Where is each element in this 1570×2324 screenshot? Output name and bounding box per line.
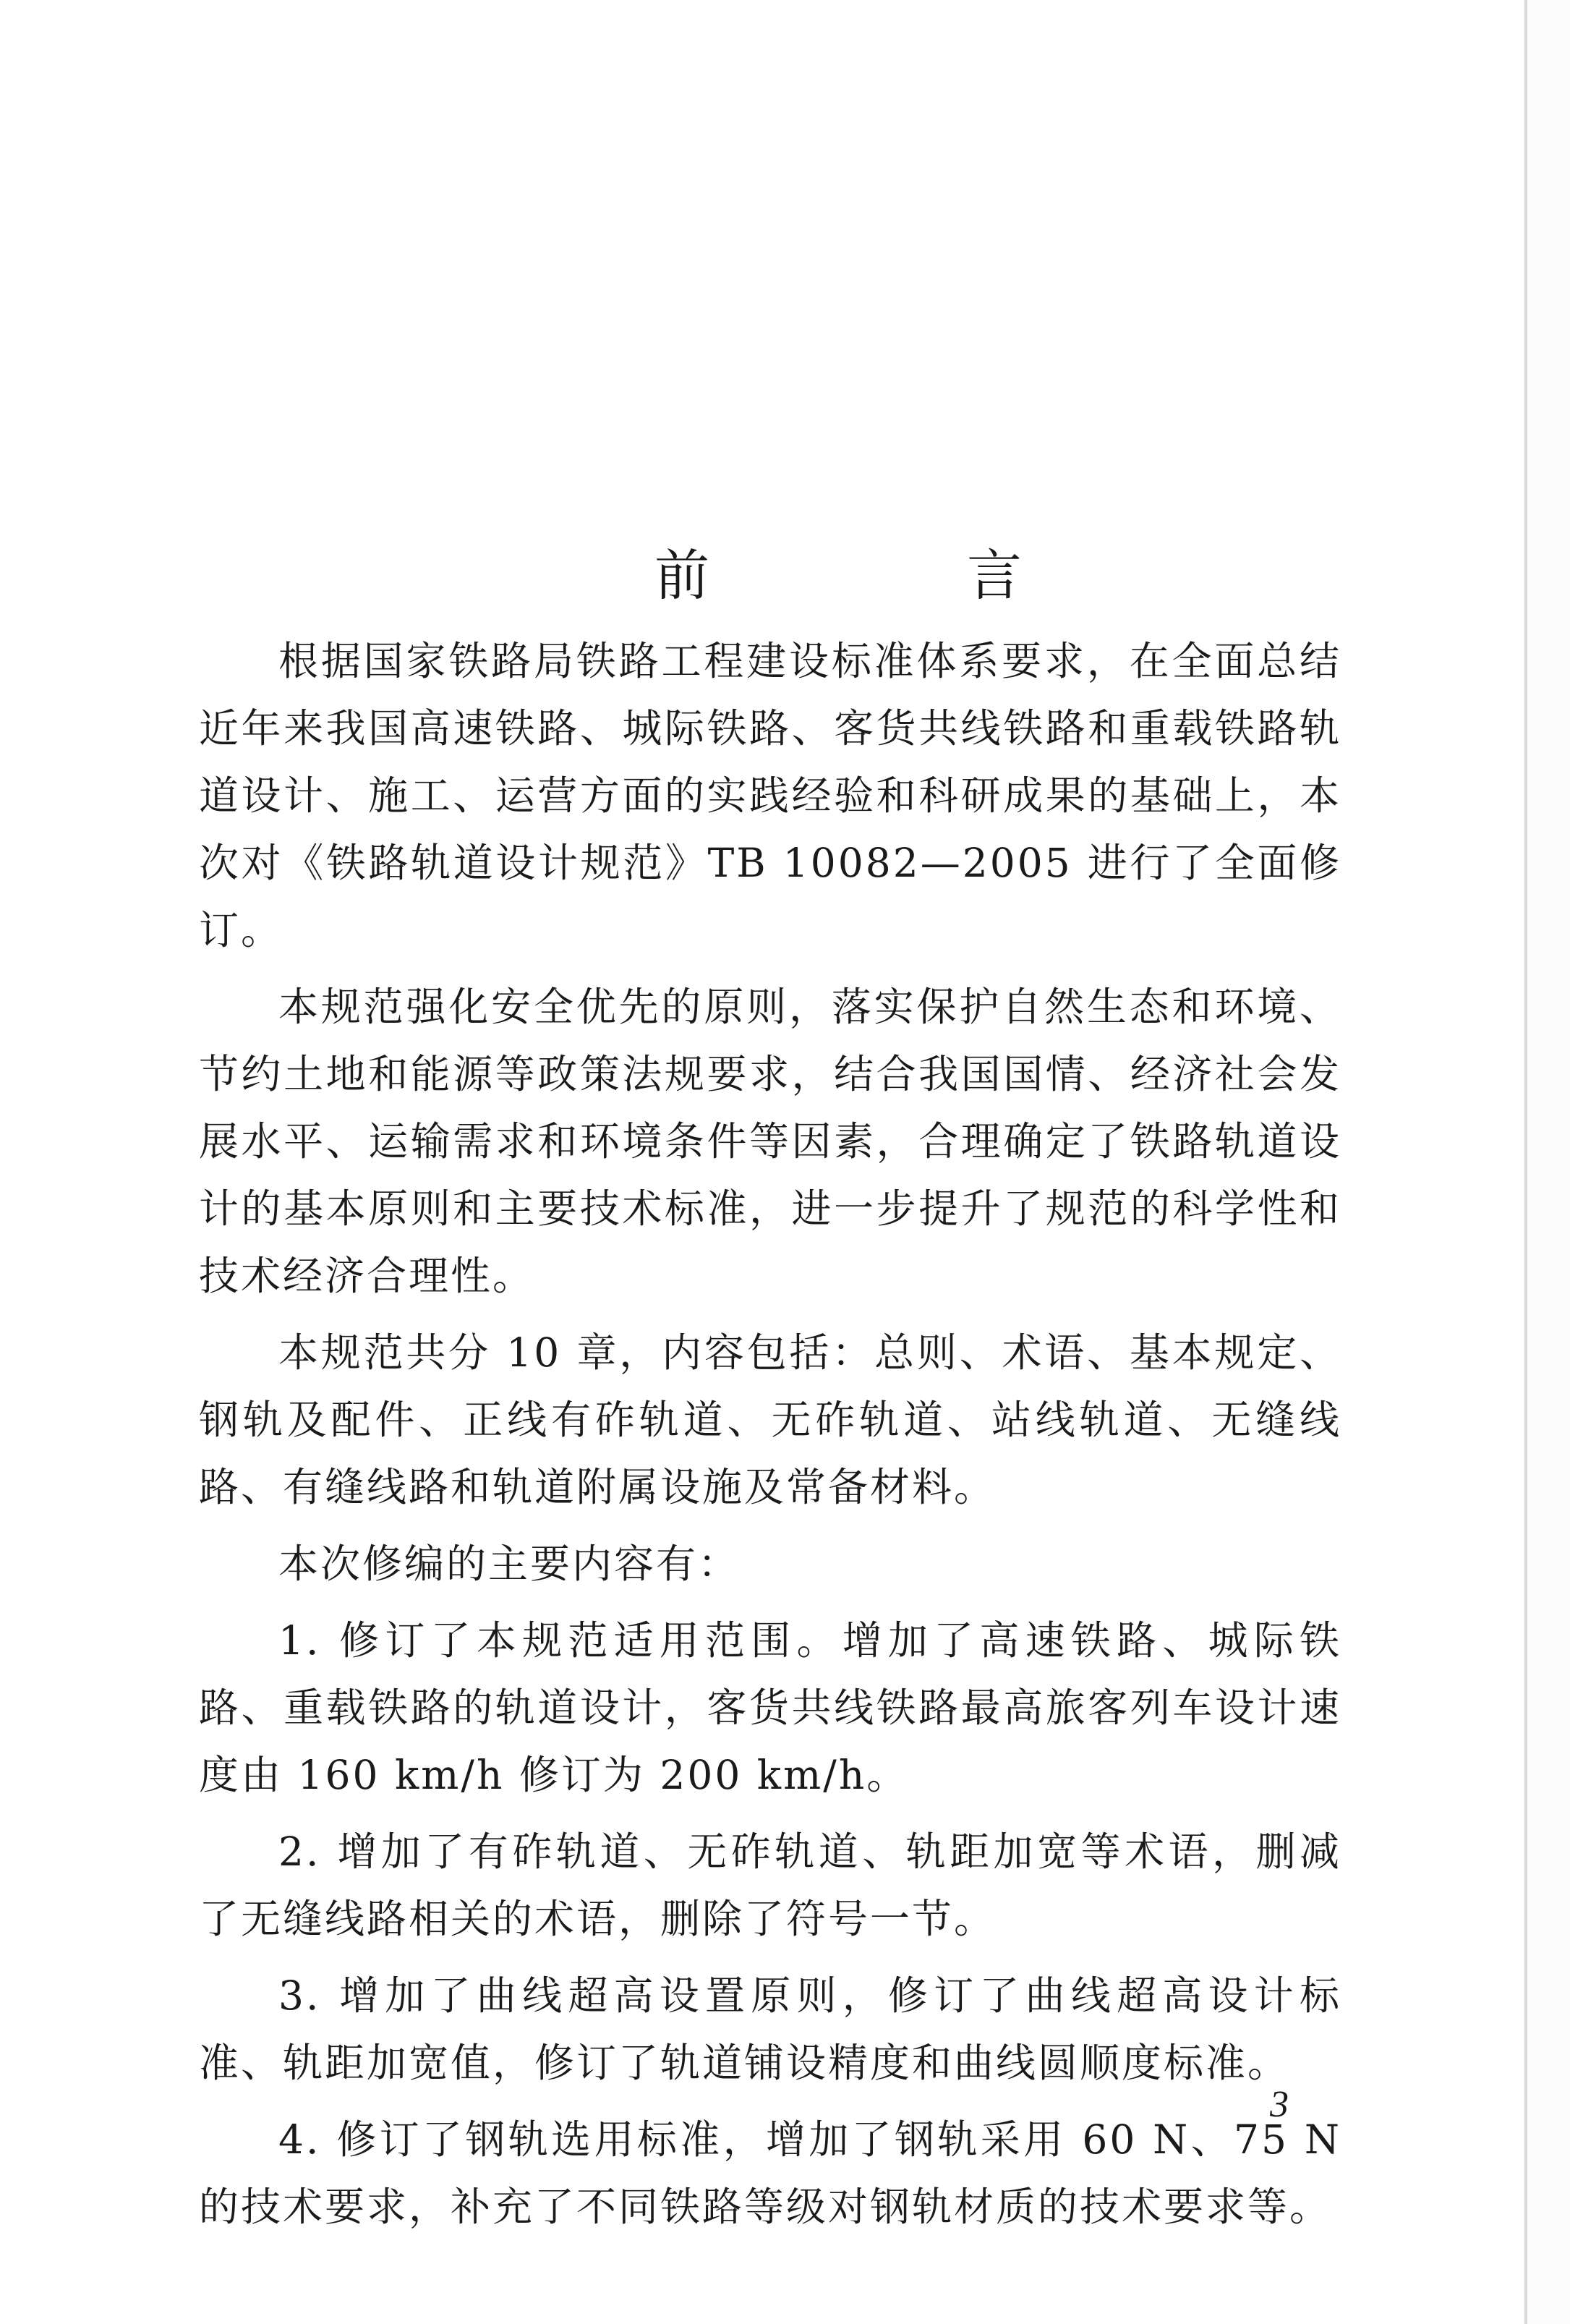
page-edge-line [1524,0,1527,2324]
paragraph-2: 本规范强化安全优先的原则，落实保护自然生态和环境、节约土地和能源等政策法规要求，结合我国国情、经济社会发展水平、运输需求和环境条件等因素，合理确定了铁路轨道设计的基本原则和主要技术标准，进一步提升了规范的科学性和技术经济合理性。 [199,984,1341,1299]
body-text [199,628,1341,2250]
list-item-4: 4. 修订了钢轨选用标准，增加了钢轨采用 60 N、75 N 的技术要求，补充了不同铁路等级对钢轨材质的技术要求等。 [199,2116,1341,2230]
paragraph-3: 本规范共分 10 章，内容包括：总则、术语、基本规定、钢轨及配件、正线有砟轨道、无砟轨道、站线轨道、无缝线路、有缝线路和轨道附属设施及常备材料。 [199,1329,1341,1510]
list-item-2: 2. 增加了有砟轨道、无砟轨道、轨距加宽等术语，删减了无缝线路相关的术语，删除了符号一节。 [199,1829,1341,1942]
page-number: 3 [1270,2084,1289,2125]
paragraph-4: 本次修编的主要内容有： [278,1541,741,1587]
list-item-3: 3. 增加了曲线超高设置原则，修订了曲线超高设计标准、轨距加宽值，修订了轨道铺设精度和曲线圆顺度标准。 [199,1972,1341,2086]
page-title: 前 言 [654,542,1123,608]
paragraph-1: 根据国家铁路局铁路工程建设标准体系要求，在全面总结近年来我国高速铁路、城际铁路、客货共线铁路和重载铁路轨道设计、施工、运营方面的实践经验和科研成果的基础上，本次对《铁路轨道设计规范》TB 10082—2005 进行了全面修订。 [199,638,1341,953]
list-item-1: 1. 修订了本规范适用范围。增加了高速铁路、城际铁路、重载铁路的轨道设计，客货共线铁路最高旅客列车设计速度由 160 km/h 修订为 200 km/h。 [199,1617,1341,1798]
page-edge-shade [1527,0,1570,2324]
